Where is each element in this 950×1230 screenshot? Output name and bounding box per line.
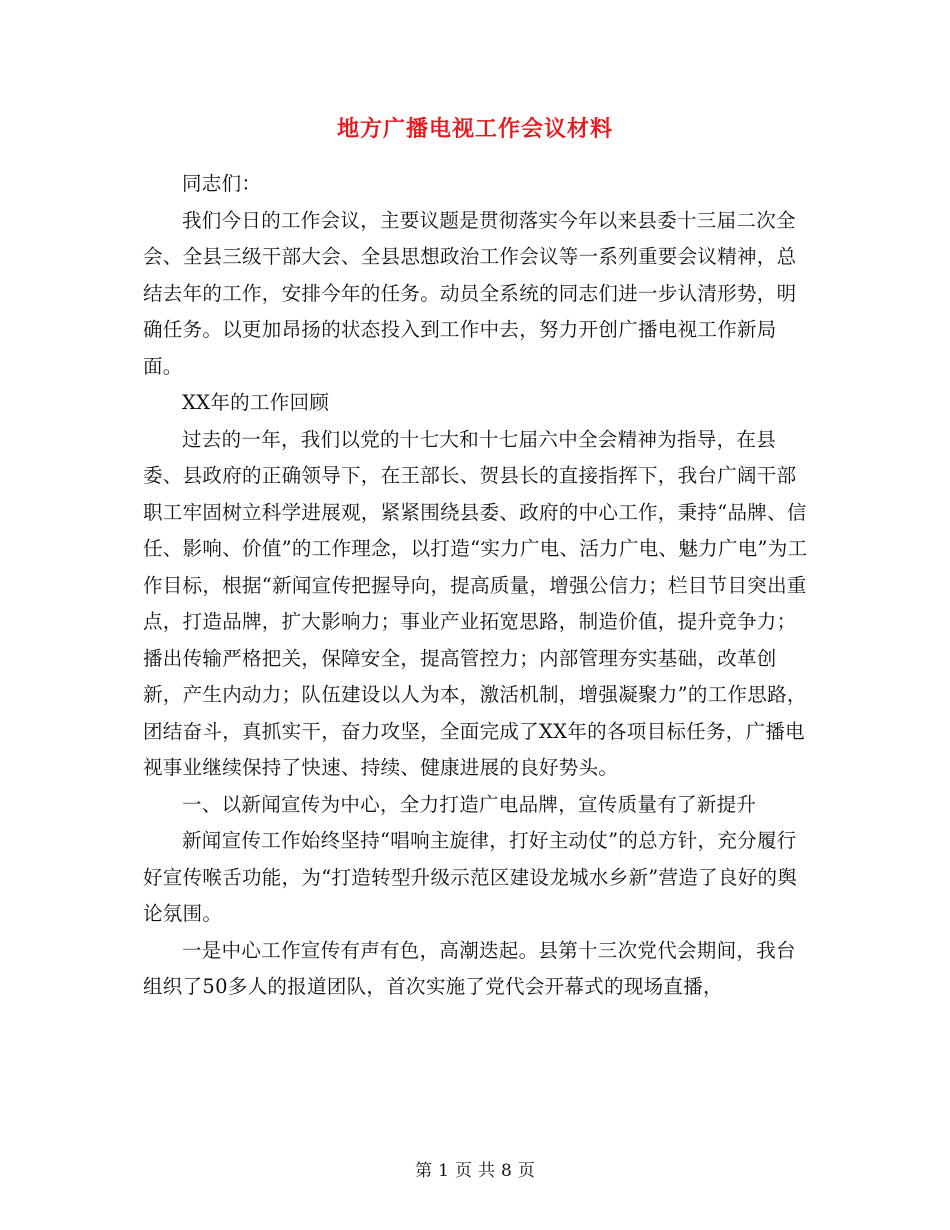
document-body — [143, 166, 813, 1006]
paragraph-central-work: 一是中心工作宣传有声有色，高潮迭起。县第十三次党代会期间，我台组织了50多人的报道团队，首次实施了党代会开幕式的现场直播， — [143, 938, 796, 998]
paragraph-news: 新闻宣传工作始终坚持“唱响主旋律，打好主动仗”的总方针，充分履行好宣传喉舌功能，为“打造转型升级示范区建设龙城水乡新”营造了良好的舆论氛围。 — [143, 829, 798, 925]
section-heading-review: XX年的工作回顾 — [182, 391, 330, 414]
footer-page-number: 1 — [438, 1161, 449, 1181]
document-title: 地方广播电视工作会议材料 — [336, 116, 613, 142]
footer-total-label: 共 — [478, 1161, 495, 1181]
salutation: 同志们： — [182, 172, 262, 195]
footer-page-unit: 页 — [455, 1161, 472, 1181]
footer-total-unit: 页 — [517, 1161, 535, 1181]
page-footer — [0, 1156, 950, 1181]
section-heading-news: 一、以新闻宣传为中心，全力打造广电品牌，宣传质量有了新提升 — [182, 792, 757, 816]
footer-total-pages: 8 — [501, 1161, 512, 1181]
footer-page-label: 第 — [415, 1161, 433, 1181]
paragraph-review: 过去的一年，我们以党的十七大和十七届六中全会精神为指导，在县委、县政府的正确领导下，在王部长、贺县长的直接指挥下，我台广阔干部职工牢固树立科学进展观，紧紧围绕县委、政府的中心工作，秉持“品牌、信任、影响、价值”的工作理念，以打造“实力广电、活力广电、魅力广电”为工作目标，根据“新闻宣传把握导向，提高质量，增强公信力；栏目节目突出重点，打造品牌，扩大影响力；事业产业拓宽思路，制造价值，提升竞争力；播出传输严格把关，保障安全，提高管控力；内部管理夯实基础，改革创新，产生内动力；队伍建设以人为本，激活机制，增强凝聚力”的工作思路，团结奋斗，真抓实干，奋力攻坚，全面完成了XX年的各项目标任务，广播电视事业继续保持了快速、持续、健康进展的良好势头。 — [143, 427, 808, 779]
paragraph-intro: 我们今日的工作会议，主要议题是贯彻落实今年以来县委十三届二次全会、全县三级干部大会、全县思想政治工作会议等一系列重要会议精神，总结去年的工作，安排今年的任务。动员全系统的同志们进一步认清形势，明确任务。以更加昂扬的状态投入到工作中去，努力开创广播电视工作新局面。 — [143, 208, 797, 378]
